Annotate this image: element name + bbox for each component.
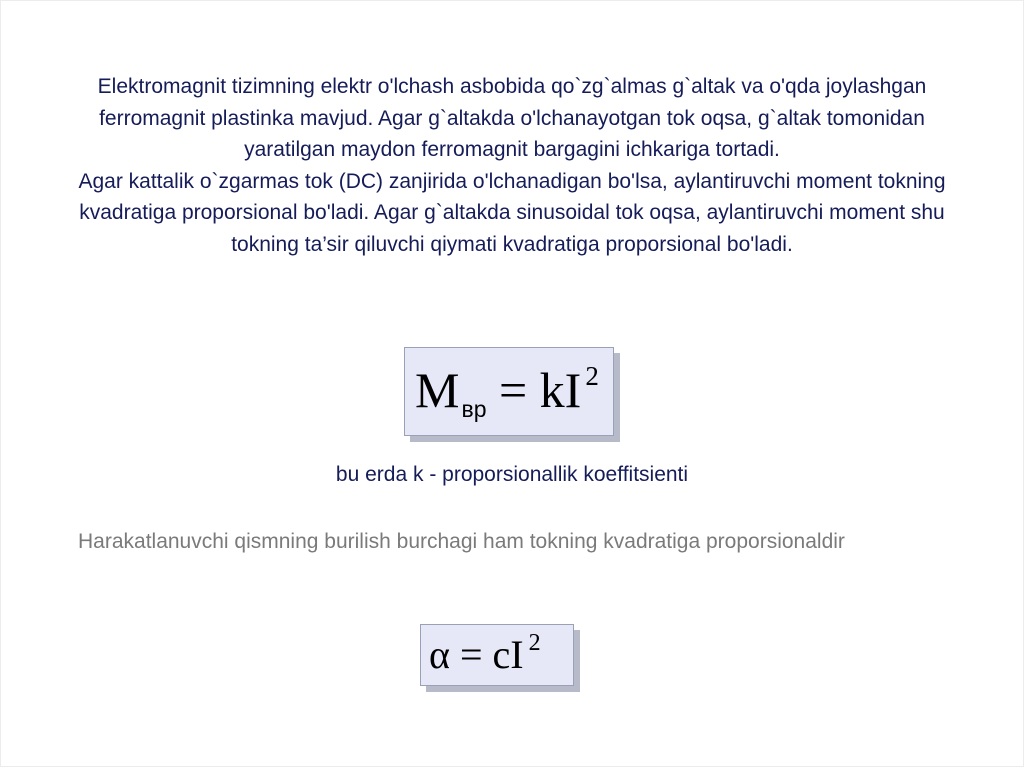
torque-subscript: вр <box>461 396 487 422</box>
secondary-text: Harakatlanuvchi qismning burilish burchagi ham tokning kvadratiga proporsionaldir <box>78 530 845 553</box>
angle-exponent: 2 <box>528 630 541 656</box>
torque-rhs: = kI <box>486 362 582 418</box>
torque-symbol: M <box>415 362 460 418</box>
angle-formula-box <box>420 624 574 686</box>
intro-text <box>60 71 964 260</box>
angle-expression: α = cI <box>429 632 524 677</box>
torque-formula-box <box>404 347 614 436</box>
torque-formula <box>415 360 599 420</box>
coefficient-caption: bu erda k - proporsionallik koeffitsienti <box>335 463 689 486</box>
intro-paragraph-2: Agar kattalik o`zgarmas tok (DC) zanjirida o'lchanadigan bo'lsa, aylantiruvchi moment tokning kvadratiga proporsional bo'ladi. Agar g`altakda sinusoidal tok oqsa, aylantiruvchi moment shu tokning ta’sir qiluvchi qiymati kvadratiga proporsional bo'ladi. <box>78 169 946 256</box>
intro-paragraph-1: Elektromagnit tizimning elektr o'lchash asbobida qo`zg`almas g`altak va o'qda joylashgan ferromagnit plastinka mavjud. Agar g`altakda o'lchanayotgan tok oqsa, g`altak tomonidan yaratilgan maydon ferromagnit bargagini ichkariga tortadi. <box>97 75 927 161</box>
torque-exponent: 2 <box>585 361 599 391</box>
angle-formula <box>429 631 541 679</box>
